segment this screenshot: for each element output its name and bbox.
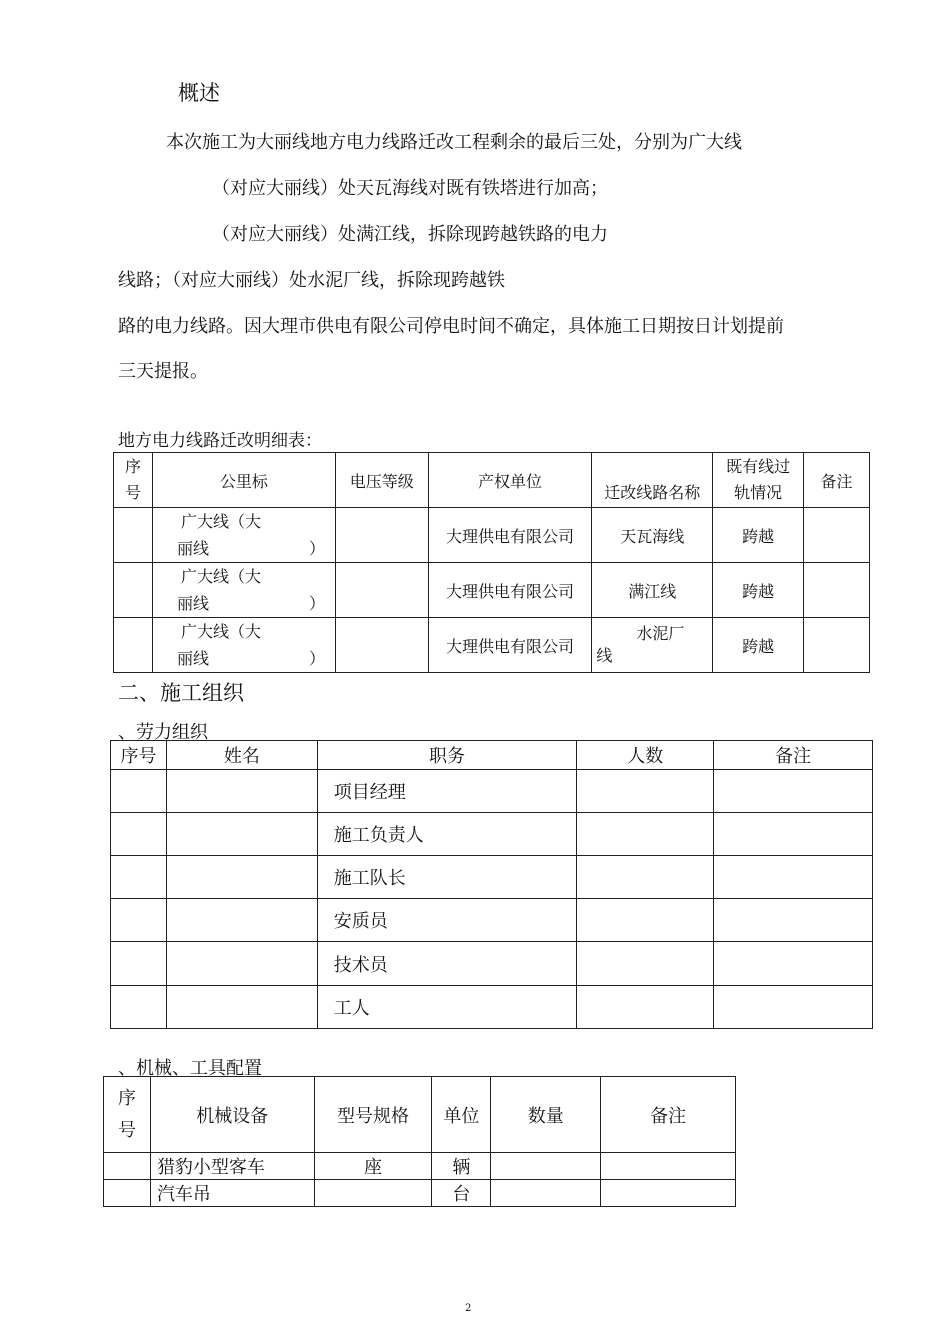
cell-line-name: 天瓦海线 bbox=[592, 508, 713, 563]
header-voltage: 电压等级 bbox=[335, 453, 428, 508]
machinery-table bbox=[103, 1076, 736, 1207]
table-row bbox=[114, 508, 870, 563]
table-row bbox=[111, 899, 873, 942]
page-number: 2 bbox=[465, 1303, 472, 1314]
cell-duty: 施工负责人 bbox=[317, 813, 577, 856]
table-row bbox=[111, 770, 873, 813]
header-owner: 产权单位 bbox=[428, 453, 592, 508]
table-header-row bbox=[111, 741, 873, 770]
paragraph-line-6: 三天提报。 bbox=[118, 361, 208, 382]
cell-duty: 技术员 bbox=[317, 942, 577, 986]
cell-unit: 辆 bbox=[432, 1153, 491, 1180]
cell-model: 座 bbox=[314, 1153, 432, 1180]
cell-remark bbox=[804, 508, 870, 563]
cell-equipment: 汽车吊 bbox=[150, 1180, 314, 1207]
header-remark: 备注 bbox=[804, 453, 870, 508]
table1-caption: 地方电力线路迁改明细表： bbox=[118, 431, 322, 451]
cell-km: 广大线（大 丽线 ） bbox=[152, 563, 335, 618]
header-equipment: 机械设备 bbox=[150, 1077, 314, 1153]
cell-crossing: 跨越 bbox=[713, 618, 804, 673]
paragraph-line-4: 线路；（对应大丽线）处水泥厂线，拆除现跨越铁 bbox=[118, 270, 505, 291]
table-header-row bbox=[114, 453, 870, 508]
overview-heading: 概述 bbox=[178, 81, 220, 105]
cell-equipment: 猎豹小型客车 bbox=[150, 1153, 314, 1180]
cell-owner: 大理供电有限公司 bbox=[428, 618, 592, 673]
cell-owner: 大理供电有限公司 bbox=[428, 563, 592, 618]
power-line-table bbox=[113, 452, 870, 673]
table-row bbox=[111, 986, 873, 1029]
paragraph-line-3: （对应大丽线）处满江线，拆除现跨越铁路的电力 bbox=[212, 224, 608, 245]
labor-title: 、劳力组织 bbox=[118, 722, 208, 743]
cell-voltage bbox=[335, 618, 428, 673]
table-row bbox=[111, 813, 873, 856]
header-remark: 备注 bbox=[601, 1077, 736, 1153]
paragraph-line-1: 本次施工为大丽线地方电力线路迁改工程剩余的最后三处，分别为广大线 bbox=[166, 132, 742, 153]
header-model: 型号规格 bbox=[314, 1077, 432, 1153]
table-row bbox=[104, 1180, 736, 1207]
table-row bbox=[114, 563, 870, 618]
cell-duty: 安质员 bbox=[317, 899, 577, 942]
cell-owner: 大理供电有限公司 bbox=[428, 508, 592, 563]
header-remark: 备注 bbox=[714, 741, 873, 770]
cell-km: 广大线（大 丽线 ） bbox=[152, 618, 335, 673]
header-name: 姓名 bbox=[166, 741, 317, 770]
header-km: 公里标 bbox=[152, 453, 335, 508]
machinery-title: 、机械、工具配置 bbox=[118, 1058, 262, 1079]
cell-crossing: 跨越 bbox=[713, 563, 804, 618]
cell-seq bbox=[114, 508, 153, 563]
header-qty: 数量 bbox=[491, 1077, 601, 1153]
table-row bbox=[111, 856, 873, 899]
header-count: 人数 bbox=[577, 741, 714, 770]
cell-remark bbox=[804, 563, 870, 618]
cell-km: 广大线（大 丽线 ） bbox=[152, 508, 335, 563]
header-seq: 序 号 bbox=[114, 453, 153, 508]
cell-seq bbox=[114, 618, 153, 673]
header-line-name: 迁改线路名称 bbox=[592, 453, 713, 508]
cell-voltage bbox=[335, 508, 428, 563]
cell-duty: 施工队长 bbox=[317, 856, 577, 899]
header-duty: 职务 bbox=[317, 741, 577, 770]
cell-duty: 项目经理 bbox=[317, 770, 577, 813]
cell-voltage bbox=[335, 563, 428, 618]
labor-table bbox=[110, 740, 873, 1029]
cell-model bbox=[314, 1180, 432, 1207]
table-row bbox=[104, 1153, 736, 1180]
table-header-row bbox=[104, 1077, 736, 1153]
cell-crossing: 跨越 bbox=[713, 508, 804, 563]
cell-line-name: 满江线 bbox=[592, 563, 713, 618]
paragraph-line-5: 路的电力线路。因大理市供电有限公司停电时间不确定，具体施工日期按日计划提前 bbox=[118, 316, 784, 337]
paragraph-line-2: （对应大丽线）处天瓦海线对既有铁塔进行加高； bbox=[212, 178, 608, 199]
cell-duty: 工人 bbox=[317, 986, 577, 1029]
section2-title: 二、施工组织 bbox=[118, 681, 244, 705]
table-row bbox=[111, 942, 873, 986]
header-unit: 单位 bbox=[432, 1077, 491, 1153]
cell-unit: 台 bbox=[432, 1180, 491, 1207]
cell-seq bbox=[114, 563, 153, 618]
header-crossing: 既有线过 轨情况 bbox=[713, 453, 804, 508]
cell-remark bbox=[804, 618, 870, 673]
header-seq: 序 号 bbox=[104, 1077, 151, 1153]
table-row bbox=[114, 618, 870, 673]
cell-line-name: 水泥厂 线 bbox=[592, 618, 713, 673]
header-seq: 序号 bbox=[111, 741, 167, 770]
